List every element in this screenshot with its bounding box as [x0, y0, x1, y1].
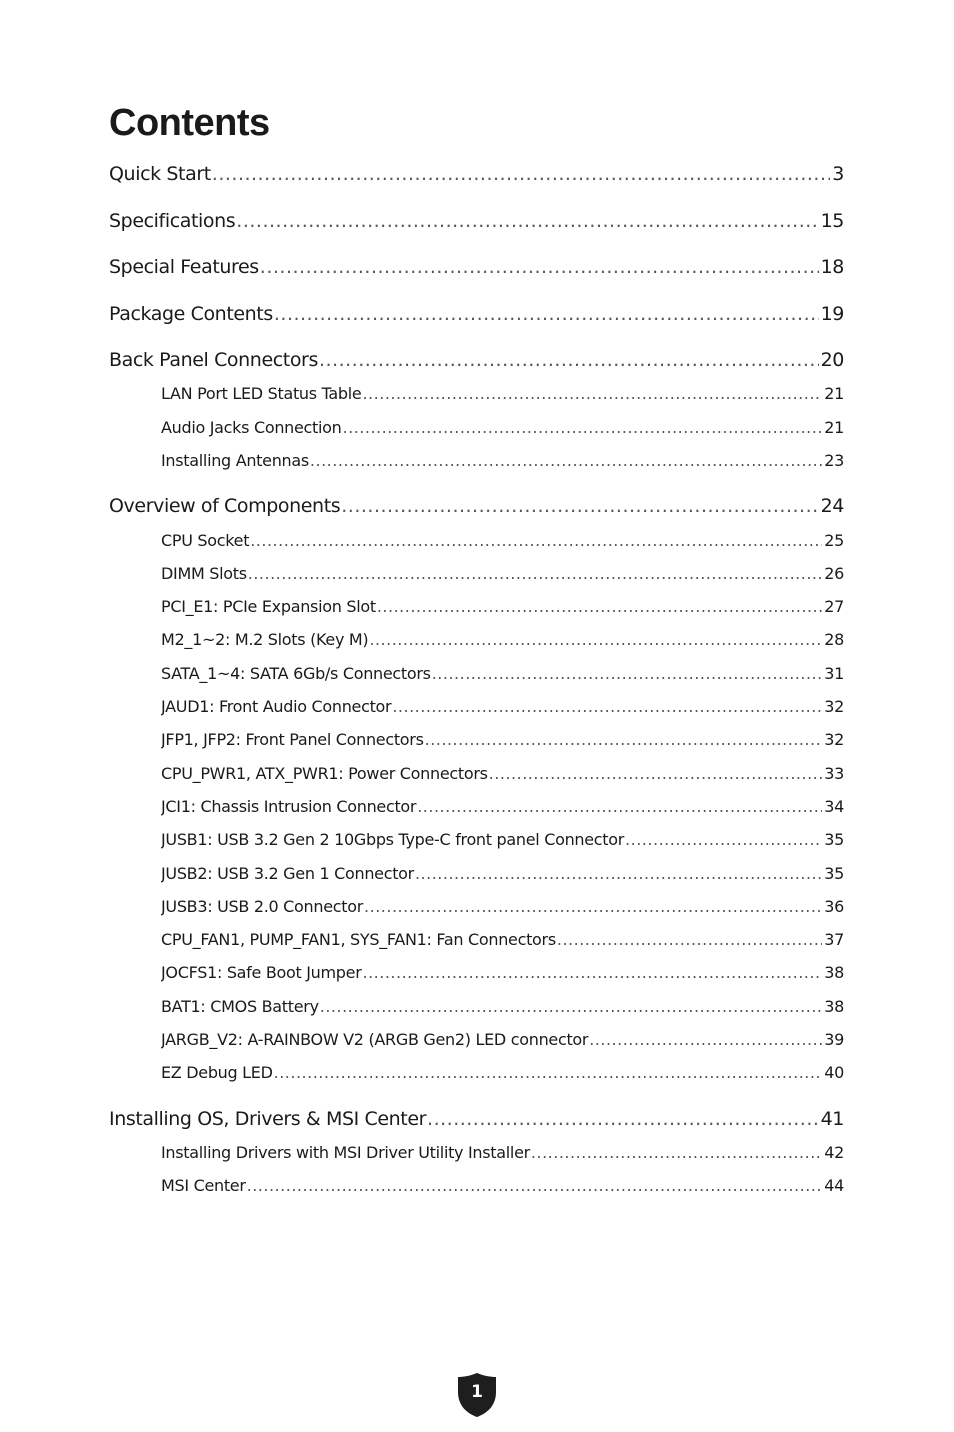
toc-subentry-msi-center[interactable]: [161, 1175, 844, 1197]
toc-entry-label: Quick Start: [109, 163, 211, 185]
toc-entry-quick-start[interactable]: [109, 161, 844, 187]
dot-leader: [489, 763, 823, 785]
toc-entry-page: 24: [820, 495, 844, 517]
toc-entry-page: 32: [824, 697, 844, 716]
toc-entry-page: 44: [824, 1176, 844, 1195]
toc-subentry-front-audio-connector[interactable]: [161, 696, 844, 718]
toc-entry-page: 33: [824, 764, 844, 783]
dot-leader: [362, 962, 822, 984]
toc-entry-page: 37: [824, 930, 844, 949]
dot-leader: [362, 383, 822, 405]
dot-leader: [364, 896, 822, 918]
toc-entry-page: 3: [832, 163, 844, 185]
toc-entry-page: 21: [824, 384, 844, 403]
page-title: Contents: [109, 102, 270, 144]
toc-entry-label: SATA_1~4: SATA 6Gb/s Connectors: [161, 664, 431, 683]
toc-entry-page: 36: [824, 897, 844, 916]
toc-entry-label: JOCFS1: Safe Boot Jumper: [161, 963, 362, 982]
toc-entry-page: 31: [824, 664, 844, 683]
toc-subentry-cpu-socket[interactable]: [161, 530, 844, 552]
toc-entry-page: 26: [824, 564, 844, 583]
dot-leader: [625, 829, 822, 851]
toc-subentry-sata-connectors[interactable]: [161, 663, 844, 685]
toc-entry-page: 34: [824, 797, 844, 816]
toc-entry-label: JARGB_V2: A-RAINBOW V2 (ARGB Gen2) LED connector: [161, 1030, 589, 1049]
toc-entry-label: Installing Drivers with MSI Driver Utility Installer: [161, 1143, 530, 1162]
toc-subentry-argb-led-connector[interactable]: [161, 1029, 844, 1051]
toc-subentry-lan-port-led-status-table[interactable]: [161, 383, 844, 405]
toc-entry-page: 39: [824, 1030, 844, 1049]
toc-entry-label: Back Panel Connectors: [109, 349, 318, 371]
dot-leader: [248, 563, 822, 585]
dot-leader: [310, 450, 822, 472]
toc-entry-page: 32: [824, 730, 844, 749]
dot-leader: [427, 1106, 819, 1132]
toc-subentry-fan-connectors[interactable]: [161, 929, 844, 951]
toc-entry-label: Special Features: [109, 256, 259, 278]
toc-entry-page: 25: [824, 531, 844, 550]
toc-entry-page: 28: [824, 630, 844, 649]
toc-entry-label: Audio Jacks Connection: [161, 418, 342, 437]
dot-leader: [392, 696, 822, 718]
toc-entry-page: 35: [824, 830, 844, 849]
toc-entry-page: 15: [820, 210, 844, 232]
toc-entry-page: 42: [824, 1143, 844, 1162]
toc-entry-label: JAUD1: Front Audio Connector: [161, 697, 392, 716]
toc-subentry-audio-jacks-connection[interactable]: [161, 417, 844, 439]
dot-leader: [377, 596, 822, 618]
toc-entry-page: 18: [820, 256, 844, 278]
dot-leader: [432, 663, 823, 685]
dot-leader: [274, 1062, 823, 1084]
toc-entry-label: Installing Antennas: [161, 451, 309, 470]
dot-leader: [274, 301, 819, 327]
toc-entry-special-features[interactable]: [109, 254, 844, 280]
toc-entry-label: JUSB1: USB 3.2 Gen 2 10Gbps Type-C front panel Connector: [161, 830, 625, 849]
dot-leader: [247, 1175, 823, 1197]
toc-subentry-m2-slots[interactable]: [161, 629, 844, 651]
toc-entry-label: Overview of Components: [109, 495, 341, 517]
toc-entry-page: 23: [824, 451, 844, 470]
toc-entry-page: 40: [824, 1063, 844, 1082]
toc-entry-installing-os-drivers[interactable]: [109, 1106, 844, 1132]
dot-leader: [212, 161, 831, 187]
dot-leader: [260, 254, 819, 280]
toc-entry-page: 35: [824, 864, 844, 883]
toc-entry-label: JUSB2: USB 3.2 Gen 1 Connector: [161, 864, 414, 883]
toc-entry-label: M2_1~2: M.2 Slots (Key M): [161, 630, 369, 649]
dot-leader: [341, 493, 818, 519]
toc-entry-specifications[interactable]: [109, 208, 844, 234]
toc-entry-page: 38: [824, 997, 844, 1016]
toc-subentry-installing-antennas[interactable]: [161, 450, 844, 472]
toc-entry-label: PCI_E1: PCIe Expansion Slot: [161, 597, 376, 616]
toc-entry-page: 27: [824, 597, 844, 616]
toc-entry-label: Package Contents: [109, 303, 273, 325]
toc-subentry-dimm-slots[interactable]: [161, 563, 844, 585]
toc-subentry-pcie-expansion-slot[interactable]: [161, 596, 844, 618]
toc-subentry-safe-boot-jumper[interactable]: [161, 962, 844, 984]
toc-subentry-front-panel-connectors[interactable]: [161, 729, 844, 751]
toc-subentry-driver-utility-installer[interactable]: [161, 1142, 844, 1164]
page-number-badge: [457, 1372, 497, 1418]
dot-leader: [343, 417, 823, 439]
toc-subentry-cmos-battery[interactable]: [161, 996, 844, 1018]
toc-entry-label: JCI1: Chassis Intrusion Connector: [161, 797, 417, 816]
toc-entry-page: 19: [820, 303, 844, 325]
toc-entry-page: 20: [820, 349, 844, 371]
toc-entry-label: DIMM Slots: [161, 564, 247, 583]
toc-entry-label: Specifications: [109, 210, 236, 232]
toc-entry-package-contents[interactable]: [109, 301, 844, 327]
toc-entry-overview-of-components[interactable]: [109, 493, 844, 519]
toc-entry-label: MSI Center: [161, 1176, 246, 1195]
toc-entry-page: 38: [824, 963, 844, 982]
dot-leader: [250, 530, 822, 552]
dot-leader: [320, 996, 822, 1018]
toc-entry-label: JUSB3: USB 2.0 Connector: [161, 897, 364, 916]
toc-entry-label: CPU_PWR1, ATX_PWR1: Power Connectors: [161, 764, 488, 783]
dot-leader: [425, 729, 823, 751]
dot-leader: [417, 796, 822, 818]
dot-leader: [236, 208, 818, 234]
page-number: 1: [471, 1382, 483, 1402]
dot-leader: [319, 347, 819, 373]
dot-leader: [415, 863, 822, 885]
toc-entry-label: BAT1: CMOS Battery: [161, 997, 319, 1016]
dot-leader: [531, 1142, 822, 1164]
toc-subentry-power-connectors[interactable]: [161, 763, 844, 785]
toc-entry-label: CPU Socket: [161, 531, 250, 550]
toc-entry-page: 41: [820, 1108, 844, 1130]
toc-entry-label: JFP1, JFP2: Front Panel Connectors: [161, 730, 424, 749]
dot-leader: [369, 629, 822, 651]
toc-entry-label: Installing OS, Drivers & MSI Center: [109, 1108, 427, 1130]
toc-subentry-chassis-intrusion-connector[interactable]: [161, 796, 844, 818]
toc-entry-label: LAN Port LED Status Table: [161, 384, 362, 403]
toc-subentry-ez-debug-led[interactable]: [161, 1062, 844, 1084]
toc-subentry-jusb1-type-c-connector[interactable]: [161, 829, 844, 851]
toc-entry-page: 21: [824, 418, 844, 437]
toc-entry-back-panel-connectors[interactable]: [109, 347, 844, 373]
toc-entry-label: CPU_FAN1, PUMP_FAN1, SYS_FAN1: Fan Connectors: [161, 930, 556, 949]
toc-entry-label: EZ Debug LED: [161, 1063, 273, 1082]
toc-subentry-jusb3-connector[interactable]: [161, 896, 844, 918]
dot-leader: [557, 929, 822, 951]
toc-subentry-jusb2-connector[interactable]: [161, 863, 844, 885]
dot-leader: [589, 1029, 822, 1051]
